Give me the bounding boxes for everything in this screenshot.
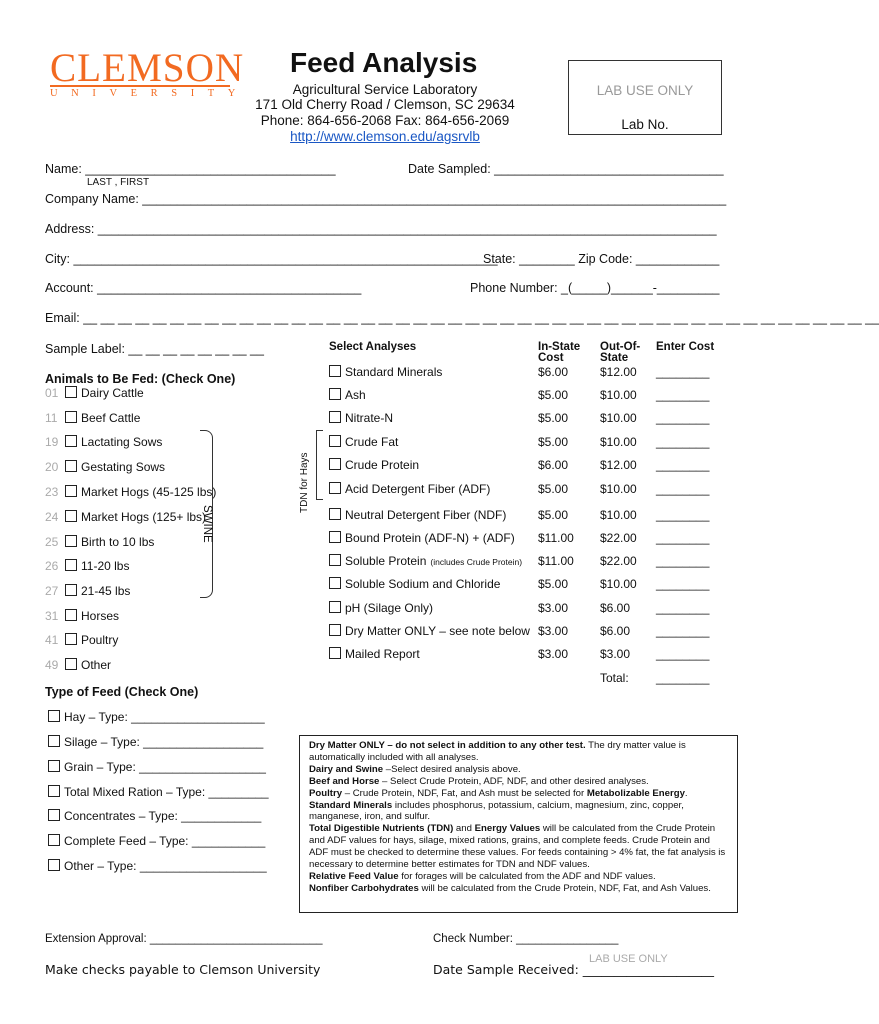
footer-lab-use-only: LAB USE ONLY — [589, 953, 668, 965]
animal-label: Poultry — [81, 633, 119, 647]
outstate-price: $22.00 — [600, 554, 637, 568]
instate-price: $5.00 — [538, 411, 569, 425]
feed-type-checkbox[interactable] — [48, 760, 60, 772]
analysis-checkbox[interactable] — [329, 482, 341, 494]
animal-code: 31 — [45, 609, 59, 623]
animal-label: Beef Cattle — [81, 411, 141, 425]
animal-option[interactable] — [45, 559, 129, 573]
instate-price: $3.00 — [538, 624, 569, 638]
enter-cost-field[interactable]: ________ — [656, 601, 710, 615]
feed-type-checkbox[interactable] — [48, 809, 60, 821]
animal-label: Market Hogs (125+ lbs) — [81, 510, 207, 524]
animal-label: Horses — [81, 609, 120, 623]
analysis-checkbox[interactable] — [329, 624, 341, 636]
instate-price: $3.00 — [538, 647, 569, 661]
animal-checkbox[interactable] — [65, 535, 77, 547]
analysis-checkbox[interactable] — [329, 411, 341, 423]
enter-cost-field[interactable]: ________ — [656, 482, 710, 496]
animal-option[interactable] — [45, 609, 119, 623]
note-dairy-text: –Select desired analysis above. — [383, 763, 521, 775]
analysis-checkbox[interactable] — [329, 508, 341, 520]
lab-use-box — [568, 60, 722, 135]
animal-code: 25 — [45, 535, 59, 549]
feed-type-option[interactable] — [48, 760, 266, 774]
lab-url-link[interactable]: http://www.clemson.edu/agsrvlb — [290, 129, 480, 144]
analysis-label: Soluble Sodium and Chloride — [345, 577, 501, 591]
note-tdn-mid: and — [453, 823, 475, 835]
feed-type-label: Silage – Type: __________________ — [64, 735, 264, 749]
animal-option[interactable] — [45, 386, 144, 400]
analysis-label: Crude Protein — [345, 458, 420, 472]
animal-code: 11 — [45, 411, 58, 425]
animal-option[interactable] — [45, 485, 216, 499]
animal-label: 11-20 lbs — [81, 559, 130, 573]
animal-code: 49 — [45, 658, 59, 672]
note-beef-text: – Select Crude Protein, ADF, NDF, and other desired analyses. — [379, 775, 649, 787]
analysis-checkbox[interactable] — [329, 388, 341, 400]
instate-price: $5.00 — [538, 508, 569, 522]
feed-type-label: Concentrates – Type: ____________ — [64, 809, 262, 823]
analysis-label: Neutral Detergent Fiber (NDF) — [345, 508, 507, 522]
analysis-option[interactable] — [329, 531, 515, 545]
animal-option[interactable] — [45, 411, 140, 425]
outstate-price: $6.00 — [600, 624, 631, 638]
analysis-checkbox[interactable] — [329, 365, 341, 377]
clemson-logo-subtitle: UNIVERSITY — [50, 85, 230, 99]
instate-price: $11.00 — [538, 554, 574, 568]
tdn-bracket — [316, 430, 323, 500]
note-poultry-bold: Poultry — [309, 787, 343, 799]
outstate-price: $12.00 — [600, 458, 637, 472]
animal-checkbox[interactable] — [65, 559, 77, 571]
feed-type-heading: Type of Feed (Check One) — [45, 685, 199, 699]
enter-cost-field[interactable]: ________ — [656, 388, 710, 402]
enter-cost-field[interactable]: ________ — [656, 365, 710, 379]
note-tdn-bold: Total Digestible Nutrients (TDN) — [309, 823, 454, 835]
feed-type-label: Complete Feed – Type: ___________ — [64, 834, 266, 848]
lab-name: Agricultural Service Laboratory — [292, 82, 478, 97]
animal-checkbox[interactable] — [65, 584, 77, 596]
form-title: Feed Analysis — [290, 47, 478, 78]
animal-checkbox[interactable] — [65, 510, 77, 522]
note-std-text: includes phosphorus, potassium, calcium, magnesium, zinc, copper, manganese, iron, and sulfur. — [309, 799, 684, 823]
outstate-price: $10.00 — [600, 411, 637, 425]
total-label: Total: — [600, 671, 629, 685]
analysis-label: Mailed Report — [345, 647, 420, 661]
payable-note: Make checks payable to Clemson University — [45, 962, 321, 977]
animal-option[interactable] — [45, 535, 154, 549]
animal-option[interactable] — [45, 460, 165, 474]
analysis-checkbox[interactable] — [329, 531, 341, 543]
analysis-label: Bound Protein (ADF-N) + (ADF) — [345, 531, 515, 545]
outstate-price: $12.00 — [600, 365, 637, 379]
instate-price: $5.00 — [538, 388, 569, 402]
outstate-price: $6.00 — [600, 601, 631, 615]
note-rfv-text: for forages will be calculated from the ADF and NDF values. — [398, 870, 656, 882]
note-beef-bold: Beef and Horse — [309, 775, 380, 787]
outstate-price: $10.00 — [600, 435, 637, 449]
outstate-price: $10.00 — [600, 508, 637, 522]
animal-code: 26 — [45, 559, 59, 573]
analysis-option[interactable] — [329, 411, 393, 425]
sample-label-field[interactable]: Sample Label: __ __ __ __ __ __ __ __ — [45, 342, 264, 356]
total-field[interactable]: ________ — [656, 671, 710, 685]
note-dm-text: The dry matter value is automatically included with all analyses. — [309, 740, 686, 763]
notes-box — [299, 735, 738, 913]
enter-cost-field[interactable]: ________ — [656, 531, 710, 545]
lab-phone: Phone: 864-656-2068 Fax: 864-656-2069 — [260, 113, 510, 128]
lab-no-label: Lab No. — [621, 117, 669, 132]
instate-price: $3.00 — [538, 601, 569, 615]
animal-checkbox[interactable] — [65, 633, 77, 645]
soluble-protein-note: (includes Crude Protein) — [430, 557, 523, 567]
state-zip-field[interactable]: State: ________ Zip Code: ____________ — [483, 252, 720, 266]
feed-type-label: Grain – Type: ___________________ — [64, 760, 266, 774]
feed-type-label: Hay – Type: ____________________ — [64, 710, 265, 724]
extension-approval-field[interactable]: Extension Approval: ___________________________ — [45, 933, 323, 945]
animal-checkbox[interactable] — [65, 658, 77, 670]
animal-label: Lactating Sows — [81, 435, 163, 449]
feed-type-checkbox[interactable] — [48, 785, 60, 797]
animal-option[interactable] — [45, 435, 162, 449]
instate-price: $6.00 — [538, 365, 569, 379]
note-dairy-bold: Dairy and Swine — [309, 763, 384, 775]
analysis-option[interactable] — [329, 601, 433, 615]
animal-option[interactable] — [45, 658, 111, 672]
feed-type-checkbox[interactable] — [48, 859, 60, 871]
analysis-label: Dry Matter ONLY – see note below — [345, 624, 530, 638]
analysis-option[interactable] — [329, 624, 530, 638]
animal-code: 23 — [45, 485, 59, 499]
note-energy-bold: Energy Values — [474, 823, 541, 835]
animal-code: 24 — [45, 510, 59, 524]
address-field[interactable]: Address: _________________________________________________________________________________________ — [45, 222, 717, 236]
animal-label: Other — [81, 658, 112, 672]
email-field[interactable]: Email: __ __ __ __ __ __ __ __ __ __ __ __ __ __ __ __ __ __ __ __ __ __ __ __ __ __ __ __ __ __ __ __ __ __ __ __ __ __ __ __ __ __ __ __ __ __ — [45, 311, 879, 325]
analysis-label: Standard Minerals — [345, 365, 443, 379]
animal-label: Dairy Cattle — [81, 386, 144, 400]
analysis-checkbox[interactable] — [329, 601, 341, 613]
analysis-option[interactable] — [329, 435, 398, 449]
enter-cost-field[interactable]: ________ — [656, 577, 710, 591]
analysis-label: Crude Fat — [345, 435, 399, 449]
instate-price: $5.00 — [538, 482, 569, 496]
feed-type-checkbox[interactable] — [48, 735, 60, 747]
animal-option[interactable] — [45, 584, 130, 598]
animal-code: 41 — [45, 633, 59, 647]
animal-checkbox[interactable] — [65, 485, 77, 497]
enter-cost-field[interactable]: ________ — [656, 411, 710, 425]
animal-label: Birth to 10 lbs — [81, 535, 155, 549]
instate-price: $11.00 — [538, 531, 574, 545]
animal-code: 19 — [45, 435, 59, 449]
lab-address: 171 Old Cherry Road / Clemson, SC 29634 — [255, 97, 515, 112]
feed-type-option[interactable] — [48, 834, 265, 848]
animal-checkbox[interactable] — [65, 609, 77, 621]
animal-checkbox[interactable] — [65, 386, 77, 398]
date-sampled-field[interactable]: Date Sampled: _________________________________ — [408, 162, 724, 176]
analysis-checkbox[interactable] — [329, 647, 341, 659]
enter-cost-field[interactable]: ________ — [656, 435, 710, 449]
col-outstate: Out-Of-State — [600, 341, 641, 364]
note-rfv-bold: Relative Feed Value — [309, 870, 399, 882]
analysis-option[interactable] — [329, 554, 522, 568]
analysis-checkbox[interactable] — [329, 554, 341, 566]
outstate-price: $10.00 — [600, 388, 637, 402]
feed-type-option[interactable] — [48, 785, 269, 799]
account-field[interactable]: Account: ______________________________________ — [45, 281, 362, 295]
analysis-label: Nitrate-N — [345, 411, 394, 425]
enter-cost-field[interactable]: ________ — [656, 554, 710, 568]
instate-price: $6.00 — [538, 458, 569, 472]
note-dm-bold: Dry Matter ONLY – do not select in addition to any other test. — [309, 740, 586, 751]
clemson-logo: CLEMSON — [50, 45, 245, 90]
animal-code: 27 — [45, 584, 59, 598]
name-hint: LAST , FIRST — [87, 177, 150, 188]
feed-type-option[interactable] — [48, 735, 263, 749]
analysis-label: Ash — [345, 388, 366, 402]
feed-type-option[interactable] — [48, 859, 267, 873]
analysis-option[interactable] — [329, 577, 500, 591]
feed-type-label: Other – Type: ___________________ — [64, 859, 267, 873]
animal-label: Gestating Sows — [81, 460, 166, 474]
analysis-label: pH (Silage Only) — [345, 601, 434, 615]
feed-type-option[interactable] — [48, 710, 265, 724]
company-name-field[interactable]: Company Name: ____________________________________________________________________________________ — [45, 192, 727, 206]
animal-label: 21-45 lbs — [81, 584, 131, 598]
feed-type-option[interactable] — [48, 809, 261, 823]
enter-cost-field[interactable]: ________ — [656, 624, 710, 638]
animal-code: 01 — [45, 386, 59, 400]
analysis-label: Acid Detergent Fiber (ADF) — [345, 482, 491, 496]
col-instate: In-State Cost — [538, 341, 581, 364]
analysis-checkbox[interactable] — [329, 458, 341, 470]
animal-label: Market Hogs (45-125 lbs) — [81, 485, 217, 499]
animal-checkbox[interactable] — [65, 411, 77, 423]
phone-number-field[interactable]: Phone Number: _(_____)______-_________ — [470, 281, 720, 295]
analysis-option[interactable] — [329, 365, 442, 379]
swine-label: SWINE — [201, 505, 213, 543]
outstate-price: $10.00 — [600, 577, 637, 591]
note-poultry-text: – Crude Protein, NDF, Fat, and Ash must be selected for — [342, 787, 587, 799]
animal-option[interactable] — [45, 510, 206, 524]
analyses-heading: Select Analyses — [329, 341, 417, 353]
instate-price: $5.00 — [538, 435, 569, 449]
analysis-checkbox[interactable] — [329, 577, 341, 589]
animals-heading: Animals to Be Fed: (Check One) — [45, 372, 236, 386]
enter-cost-field[interactable]: ________ — [656, 458, 710, 472]
note-nfc-bold: Nonfiber Carbohydrates — [309, 882, 419, 894]
feed-type-checkbox[interactable] — [48, 834, 60, 846]
animal-checkbox[interactable] — [65, 435, 77, 447]
city-field[interactable]: City: _____________________________________________________________ — [45, 252, 498, 266]
date-received-field[interactable]: Date Sample Received: _____________________ — [433, 962, 714, 977]
analysis-option[interactable] — [329, 458, 419, 472]
note-poultry-end: . — [684, 787, 688, 799]
outstate-price: $3.00 — [600, 647, 631, 661]
note-std-bold: Standard Minerals — [309, 799, 393, 811]
col-enter-cost: Enter Cost — [656, 341, 715, 353]
name-field[interactable]: Name: ____________________________________ — [45, 162, 336, 176]
tdn-for-hays-label: TDN for Hays — [299, 452, 310, 513]
analysis-option[interactable] — [329, 647, 420, 661]
enter-cost-field[interactable]: ________ — [656, 647, 710, 661]
analysis-label: Soluble Protein — [345, 554, 427, 568]
animal-code: 20 — [45, 460, 59, 474]
animal-checkbox[interactable] — [65, 460, 77, 472]
analysis-option[interactable] — [329, 388, 366, 402]
feed-type-label: Total Mixed Ration – Type: _________ — [64, 785, 269, 799]
note-me-bold: Metabolizable Energy — [586, 787, 685, 799]
outstate-price: $22.00 — [600, 531, 637, 545]
instate-price: $5.00 — [538, 577, 569, 591]
feed-type-checkbox[interactable] — [48, 710, 60, 722]
enter-cost-field[interactable]: ________ — [656, 508, 710, 522]
analysis-option[interactable] — [329, 482, 490, 496]
check-number-field[interactable]: Check Number: ________________ — [433, 933, 619, 945]
note-tdn-text: will be calculated from the Crude Protein and ADF values for hays, silage, mixed rations, grains, and complete feeds. Crude Protein and ADF must be checked to determine these values. For feeds containing > 4% fat, the fat analysis is necessary to determine better estimates for TDN and NDF values. — [309, 823, 726, 871]
analysis-option[interactable] — [329, 508, 506, 522]
animal-option[interactable] — [45, 633, 118, 647]
note-nfc-text: will be calculated from the Crude Protein, NDF, Fat, and Ash Values. — [418, 882, 711, 894]
outstate-price: $10.00 — [600, 482, 637, 496]
analysis-checkbox[interactable] — [329, 435, 341, 447]
lab-use-only-label: LAB USE ONLY — [596, 83, 694, 98]
